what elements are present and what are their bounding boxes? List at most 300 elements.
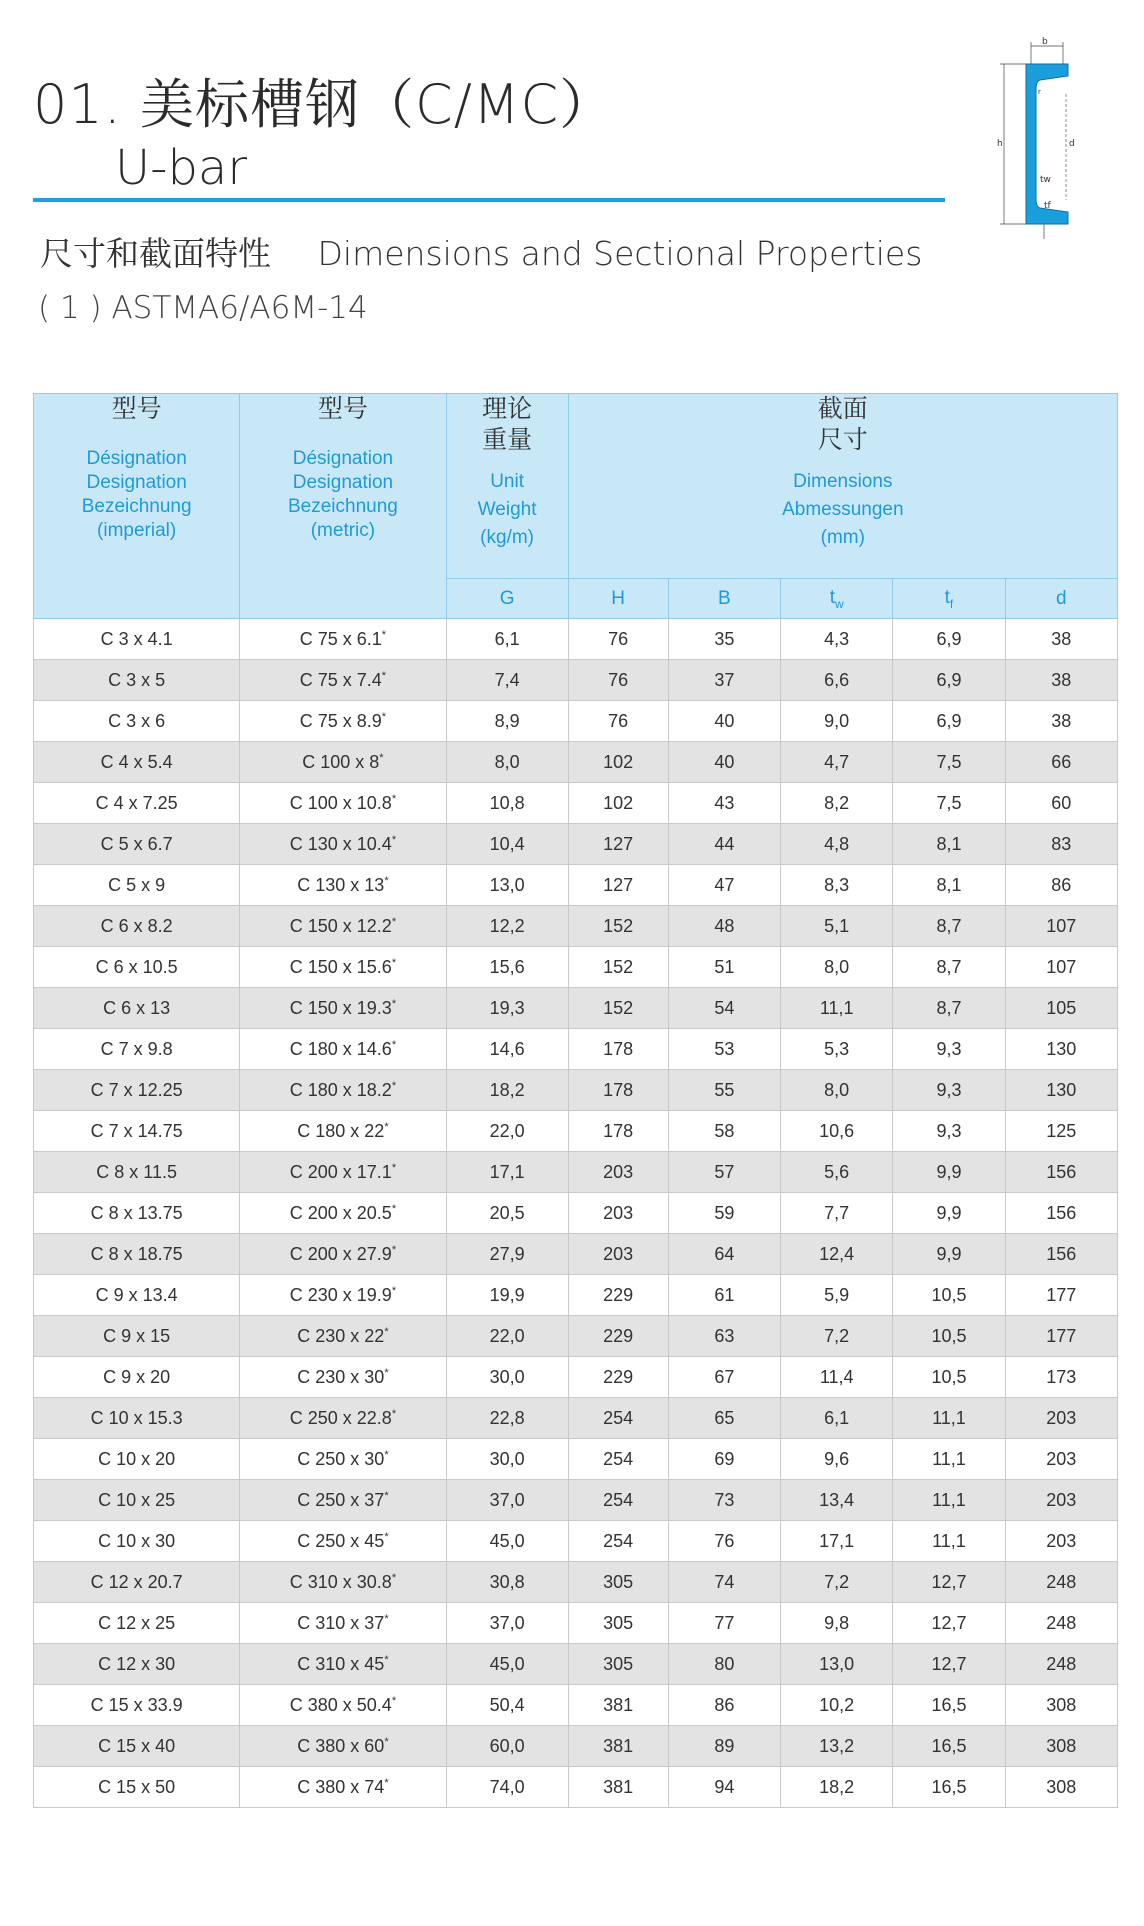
cell-b-value: 58 <box>714 1120 735 1141</box>
cell-designation-metric <box>240 1685 446 1726</box>
cell-designation-imperial-value: C 12 x 20.7 <box>90 1571 183 1592</box>
cell-tw <box>781 1480 893 1521</box>
table-row <box>34 1685 1118 1726</box>
cell-d <box>1005 1562 1117 1603</box>
cell-weight <box>446 783 568 824</box>
table-row <box>34 1275 1118 1316</box>
cell-h-value: 305 <box>603 1612 634 1633</box>
cell-d-value: 107 <box>1046 956 1077 977</box>
cell-tf-value: 16,5 <box>931 1694 967 1715</box>
cell-tw-value: 9,6 <box>824 1448 850 1469</box>
metric-marker: * <box>384 1530 389 1543</box>
cell-designation-metric <box>240 1111 446 1152</box>
col-imperial-line: (imperial) <box>97 520 177 541</box>
col-weight-zh-2: 重量 <box>482 426 533 454</box>
cell-weight-value: 50,4 <box>489 1694 525 1715</box>
cell-tf <box>893 1644 1005 1685</box>
cell-d <box>1005 1111 1117 1152</box>
cell-h <box>568 1316 668 1357</box>
cell-d-value: 38 <box>1051 710 1072 731</box>
page-subtitle: U-bar <box>115 140 248 196</box>
cell-tw <box>781 1398 893 1439</box>
col-weight-line: Unit <box>490 471 524 492</box>
cell-tf-value: 6,9 <box>936 710 962 731</box>
cell-tf-value: 7,5 <box>936 751 962 772</box>
cell-weight <box>446 865 568 906</box>
cell-tw-value: 5,6 <box>824 1161 850 1182</box>
cell-designation-imperial-value: C 3 x 5 <box>108 669 166 690</box>
cell-tf <box>893 660 1005 701</box>
channel-section-diagram <box>996 34 1108 254</box>
cell-designation-metric-value: C 130 x 13 <box>297 874 385 895</box>
cell-designation-imperial <box>34 1111 240 1152</box>
cell-designation-metric <box>240 619 446 660</box>
cell-d <box>1005 1767 1117 1808</box>
cell-h-value: 381 <box>603 1694 634 1715</box>
cell-d-value: 107 <box>1046 915 1077 936</box>
cell-designation-imperial-value: C 3 x 4.1 <box>100 628 173 649</box>
cell-d <box>1005 1275 1117 1316</box>
cell-tw <box>781 1029 893 1070</box>
table-row <box>34 947 1118 988</box>
cell-tf <box>893 1726 1005 1767</box>
cell-b-value: 77 <box>714 1612 735 1633</box>
cell-h <box>568 1480 668 1521</box>
cell-b-value: 86 <box>714 1694 735 1715</box>
cell-tf <box>893 906 1005 947</box>
cell-b <box>668 742 780 783</box>
cell-b <box>668 701 780 742</box>
subheader-tf <box>893 579 1005 619</box>
cell-b <box>668 1357 780 1398</box>
cell-weight <box>446 1398 568 1439</box>
cell-h <box>568 1439 668 1480</box>
cell-h <box>568 1275 668 1316</box>
cell-weight <box>446 1029 568 1070</box>
cell-tw-value: 8,3 <box>824 874 850 895</box>
subheader-tf-base: t <box>944 586 950 608</box>
cell-h <box>568 660 668 701</box>
cell-tw-value: 9,8 <box>824 1612 850 1633</box>
table-row <box>34 1070 1118 1111</box>
cell-d <box>1005 1439 1117 1480</box>
cell-d <box>1005 1685 1117 1726</box>
cell-d-value: 248 <box>1046 1653 1077 1674</box>
cell-b <box>668 1439 780 1480</box>
cell-h-value: 229 <box>603 1325 634 1346</box>
cell-b-value: 63 <box>714 1325 735 1346</box>
cell-tf <box>893 1316 1005 1357</box>
cell-d-value: 203 <box>1046 1489 1077 1510</box>
cell-d <box>1005 619 1117 660</box>
cell-b <box>668 906 780 947</box>
cell-designation-metric-value: C 130 x 10.4 <box>289 833 392 854</box>
cell-weight <box>446 1767 568 1808</box>
metric-marker: * <box>384 874 389 887</box>
col-metric-line: Designation <box>292 472 394 493</box>
cell-designation-metric-value: C 310 x 30.8 <box>289 1571 392 1592</box>
cell-designation-imperial-value: C 9 x 20 <box>103 1366 171 1387</box>
cell-designation-metric <box>240 1398 446 1439</box>
cell-weight-value: 37,0 <box>489 1612 525 1633</box>
table-row <box>34 1357 1118 1398</box>
cell-tw-value: 4,3 <box>824 628 850 649</box>
cell-tf-value: 10,5 <box>931 1366 967 1387</box>
cell-tw-value: 6,1 <box>824 1407 850 1428</box>
cell-designation-metric-value: C 75 x 6.1 <box>299 628 382 649</box>
cell-designation-imperial <box>34 906 240 947</box>
section-heading <box>40 228 922 275</box>
cell-tf <box>893 988 1005 1029</box>
metric-marker: * <box>384 1489 389 1502</box>
cell-tf <box>893 865 1005 906</box>
cell-tw <box>781 947 893 988</box>
cell-h <box>568 1111 668 1152</box>
cell-h <box>568 1398 668 1439</box>
metric-marker: * <box>391 1202 397 1215</box>
title-divider <box>33 198 945 202</box>
cell-b <box>668 1603 780 1644</box>
cell-designation-imperial-value: C 6 x 10.5 <box>95 956 178 977</box>
cell-d <box>1005 660 1117 701</box>
cell-weight-value: 30,0 <box>489 1448 525 1469</box>
cell-tw-value: 7,2 <box>824 1571 850 1592</box>
cell-tw <box>781 1562 893 1603</box>
cell-designation-metric-value: C 250 x 22.8 <box>289 1407 392 1428</box>
diagram-label-tw: tw <box>1040 175 1051 185</box>
metric-marker: * <box>391 997 397 1010</box>
cell-b <box>668 619 780 660</box>
cell-designation-imperial-value: C 3 x 6 <box>108 710 166 731</box>
cell-h-value: 229 <box>603 1284 634 1305</box>
cell-designation-metric-value: C 100 x 10.8 <box>289 792 392 813</box>
cell-tf-value: 11,1 <box>932 1448 966 1469</box>
cell-tf-value: 11,1 <box>932 1530 966 1551</box>
cell-h-value: 127 <box>603 833 634 854</box>
metric-marker: * <box>391 833 397 846</box>
cell-weight-value: 10,4 <box>489 833 525 854</box>
cell-h-value: 76 <box>608 669 629 690</box>
cell-b-value: 55 <box>714 1079 735 1100</box>
cell-d-value: 86 <box>1051 874 1072 895</box>
col-unit-weight <box>446 394 568 579</box>
cell-d <box>1005 1234 1117 1275</box>
table-row <box>34 824 1118 865</box>
cell-d <box>1005 742 1117 783</box>
cell-weight-value: 15,6 <box>489 956 525 977</box>
cell-h <box>568 1029 668 1070</box>
metric-marker: * <box>379 751 384 764</box>
col-dimensions-labels <box>569 468 1117 552</box>
cell-d-value: 156 <box>1046 1243 1077 1264</box>
metric-marker: * <box>384 1776 389 1789</box>
cell-designation-imperial <box>34 783 240 824</box>
table-row <box>34 783 1118 824</box>
cell-b-value: 40 <box>714 751 735 772</box>
col-imperial-line: Bezeichnung <box>81 496 192 517</box>
cell-tf <box>893 1234 1005 1275</box>
cell-h <box>568 701 668 742</box>
cell-b <box>668 1234 780 1275</box>
cell-b-value: 53 <box>714 1038 735 1059</box>
cell-tw-value: 11,1 <box>819 997 854 1018</box>
cell-tf <box>893 1029 1005 1070</box>
cell-designation-imperial-value: C 8 x 13.75 <box>90 1202 183 1223</box>
cell-b <box>668 1111 780 1152</box>
cell-b-value: 67 <box>714 1366 735 1387</box>
cell-d <box>1005 1644 1117 1685</box>
cell-designation-metric-value: C 180 x 14.6 <box>289 1038 392 1059</box>
cell-tf-value: 8,7 <box>936 956 962 977</box>
table-row <box>34 1726 1118 1767</box>
cell-weight <box>446 619 568 660</box>
cell-weight-value: 19,3 <box>489 997 525 1018</box>
cell-designation-imperial <box>34 1480 240 1521</box>
cell-d <box>1005 865 1117 906</box>
cell-h-value: 254 <box>603 1448 634 1469</box>
diagram-label-r: r <box>1038 88 1041 96</box>
cell-designation-imperial-value: C 10 x 30 <box>98 1530 176 1551</box>
standard-label: ( 1 ) ASTMA6/A6M-14 <box>38 290 368 326</box>
cell-h-value: 102 <box>603 751 634 772</box>
cell-b <box>668 1562 780 1603</box>
table-row <box>34 1480 1118 1521</box>
cell-tw-value: 9,0 <box>824 710 850 731</box>
cell-b <box>668 1644 780 1685</box>
cell-designation-imperial <box>34 1603 240 1644</box>
cell-designation-imperial <box>34 1521 240 1562</box>
cell-weight-value: 14,6 <box>489 1038 525 1059</box>
cell-d-value: 83 <box>1051 833 1072 854</box>
col-imperial-line: Designation <box>86 472 187 493</box>
cell-tw-value: 4,7 <box>824 751 850 772</box>
cell-d-value: 173 <box>1046 1366 1077 1387</box>
cell-designation-metric <box>240 1767 446 1808</box>
cell-tw <box>781 742 893 783</box>
cell-h-value: 152 <box>603 915 634 936</box>
cell-tw <box>781 906 893 947</box>
cell-d-value: 308 <box>1046 1735 1077 1756</box>
cell-tf <box>893 1767 1005 1808</box>
cell-tw <box>781 1603 893 1644</box>
cell-b <box>668 1193 780 1234</box>
metric-marker: * <box>391 1407 397 1420</box>
cell-d <box>1005 1029 1117 1070</box>
col-weight-labels <box>447 468 568 552</box>
cell-b-value: 37 <box>714 669 735 690</box>
cell-designation-imperial <box>34 865 240 906</box>
metric-marker: * <box>381 669 387 682</box>
metric-marker: * <box>391 956 397 969</box>
cell-tw-value: 8,0 <box>824 956 850 977</box>
cell-h-value: 381 <box>603 1776 634 1797</box>
cell-tf <box>893 1685 1005 1726</box>
col-weight-zh-1: 理论 <box>482 395 533 423</box>
cell-tw-value: 10,2 <box>819 1694 855 1715</box>
cell-designation-metric <box>240 1357 446 1398</box>
table-row <box>34 660 1118 701</box>
cell-designation-imperial-value: C 6 x 8.2 <box>100 915 173 936</box>
spec-table-body <box>34 619 1118 1808</box>
cell-designation-metric <box>240 1562 446 1603</box>
cell-b-value: 73 <box>714 1489 735 1510</box>
cell-weight <box>446 701 568 742</box>
cell-b <box>668 660 780 701</box>
cell-designation-metric <box>240 1152 446 1193</box>
cell-tf <box>893 1275 1005 1316</box>
metric-marker: * <box>384 1448 389 1461</box>
cell-d <box>1005 1357 1117 1398</box>
cell-tf-value: 9,9 <box>936 1202 962 1223</box>
cell-tw <box>781 865 893 906</box>
cell-designation-metric-value: C 380 x 50.4 <box>289 1694 392 1715</box>
col-imperial-labels <box>34 447 239 543</box>
cell-b-value: 57 <box>714 1161 735 1182</box>
cell-weight-value: 45,0 <box>489 1530 525 1551</box>
cell-tw-value: 7,7 <box>824 1202 850 1223</box>
cell-designation-imperial-value: C 10 x 15.3 <box>90 1407 183 1428</box>
cell-designation-metric-value: C 150 x 19.3 <box>289 997 392 1018</box>
cell-weight <box>446 988 568 1029</box>
cell-tf <box>893 1070 1005 1111</box>
cell-designation-metric-value: C 180 x 18.2 <box>289 1079 392 1100</box>
metric-marker: * <box>391 1243 397 1256</box>
metric-marker: * <box>384 1735 389 1748</box>
cell-designation-imperial-value: C 15 x 33.9 <box>90 1694 183 1715</box>
subheader-h: H <box>568 579 668 619</box>
metric-marker: * <box>391 792 397 805</box>
cell-designation-metric-value: C 250 x 30 <box>297 1448 385 1469</box>
cell-tw-value: 10,6 <box>819 1120 855 1141</box>
cell-h <box>568 619 668 660</box>
cell-designation-imperial-value: C 7 x 9.8 <box>100 1038 173 1059</box>
cell-b <box>668 1070 780 1111</box>
cell-weight <box>446 1685 568 1726</box>
table-row <box>34 865 1118 906</box>
table-row <box>34 1193 1118 1234</box>
cell-tw <box>781 1070 893 1111</box>
cell-b-value: 94 <box>714 1776 735 1797</box>
metric-marker: * <box>391 1571 397 1584</box>
cell-d-value: 130 <box>1046 1038 1077 1059</box>
cell-weight-value: 60,0 <box>489 1735 525 1756</box>
col-metric-line: Bezeichnung <box>287 496 398 517</box>
cell-d <box>1005 824 1117 865</box>
cell-h <box>568 742 668 783</box>
cell-weight-value: 10,8 <box>489 792 525 813</box>
cell-weight <box>446 1193 568 1234</box>
cell-designation-imperial <box>34 1767 240 1808</box>
cell-b <box>668 1275 780 1316</box>
cell-b <box>668 865 780 906</box>
cell-tf-value: 8,7 <box>936 915 962 936</box>
cell-d <box>1005 1316 1117 1357</box>
cell-designation-imperial-value: C 6 x 13 <box>103 997 171 1018</box>
cell-tw-value: 12,4 <box>819 1243 855 1264</box>
cell-d <box>1005 947 1117 988</box>
cell-b-value: 48 <box>714 915 735 936</box>
cell-designation-metric <box>240 824 446 865</box>
cell-tf-value: 8,1 <box>936 833 962 854</box>
cell-weight-value: 22,0 <box>489 1325 525 1346</box>
cell-tf <box>893 947 1005 988</box>
cell-tw <box>781 1275 893 1316</box>
cell-designation-metric <box>240 1644 446 1685</box>
cell-weight-value: 37,0 <box>489 1489 525 1510</box>
cell-weight-value: 30,0 <box>489 1366 525 1387</box>
cell-designation-imperial <box>34 1234 240 1275</box>
cell-d <box>1005 988 1117 1029</box>
cell-designation-metric-value: C 150 x 15.6 <box>289 956 392 977</box>
cell-h-value: 178 <box>603 1038 634 1059</box>
cell-designation-metric <box>240 1029 446 1070</box>
col-dimensions-line: Dimensions <box>793 471 893 492</box>
cell-designation-imperial <box>34 1726 240 1767</box>
cell-d-value: 130 <box>1046 1079 1077 1100</box>
cell-designation-metric-value: C 200 x 17.1 <box>289 1161 392 1182</box>
cell-designation-imperial <box>34 1644 240 1685</box>
header-row <box>34 394 1118 579</box>
cell-d-value: 248 <box>1046 1612 1077 1633</box>
cell-designation-imperial <box>34 1152 240 1193</box>
cell-designation-imperial-value: C 5 x 6.7 <box>100 833 173 854</box>
cell-d <box>1005 783 1117 824</box>
metric-marker: * <box>391 1284 397 1297</box>
subheader-b: B <box>668 579 780 619</box>
metric-marker: * <box>391 1694 397 1707</box>
cell-d-value: 60 <box>1051 792 1072 813</box>
metric-marker: * <box>391 1079 397 1092</box>
cell-tw-value: 4,8 <box>824 833 850 854</box>
cell-h <box>568 906 668 947</box>
cell-tf <box>893 1521 1005 1562</box>
cell-designation-imperial-value: C 12 x 25 <box>98 1612 176 1633</box>
cell-designation-imperial-value: C 10 x 20 <box>98 1448 176 1469</box>
table-row <box>34 742 1118 783</box>
cell-designation-metric <box>240 1480 446 1521</box>
cell-weight <box>446 906 568 947</box>
cell-tw <box>781 1152 893 1193</box>
cell-weight-value: 8,9 <box>494 710 520 731</box>
cell-tw <box>781 660 893 701</box>
cell-h-value: 76 <box>608 628 629 649</box>
cell-b <box>668 1398 780 1439</box>
cell-d-value: 177 <box>1046 1284 1077 1305</box>
cell-designation-imperial-value: C 12 x 30 <box>98 1653 176 1674</box>
cell-tf <box>893 1111 1005 1152</box>
cell-designation-imperial <box>34 947 240 988</box>
col-imperial-zh: 型号 <box>111 395 162 423</box>
cell-designation-imperial <box>34 1398 240 1439</box>
cell-tw <box>781 1644 893 1685</box>
cell-designation-metric <box>240 783 446 824</box>
cell-tw <box>781 1316 893 1357</box>
cell-designation-imperial-value: C 9 x 13.4 <box>95 1284 178 1305</box>
col-metric-labels <box>240 447 445 543</box>
table-row <box>34 1029 1118 1070</box>
cell-h <box>568 1685 668 1726</box>
cell-h-value: 381 <box>603 1735 634 1756</box>
cell-h <box>568 1521 668 1562</box>
cell-h-value: 229 <box>603 1366 634 1387</box>
metric-marker: * <box>384 1612 389 1625</box>
cell-designation-metric <box>240 1521 446 1562</box>
table-row <box>34 1398 1118 1439</box>
col-imperial-line: Désignation <box>86 448 187 469</box>
metric-marker: * <box>391 1038 397 1051</box>
table-row <box>34 1644 1118 1685</box>
cell-designation-metric <box>240 701 446 742</box>
